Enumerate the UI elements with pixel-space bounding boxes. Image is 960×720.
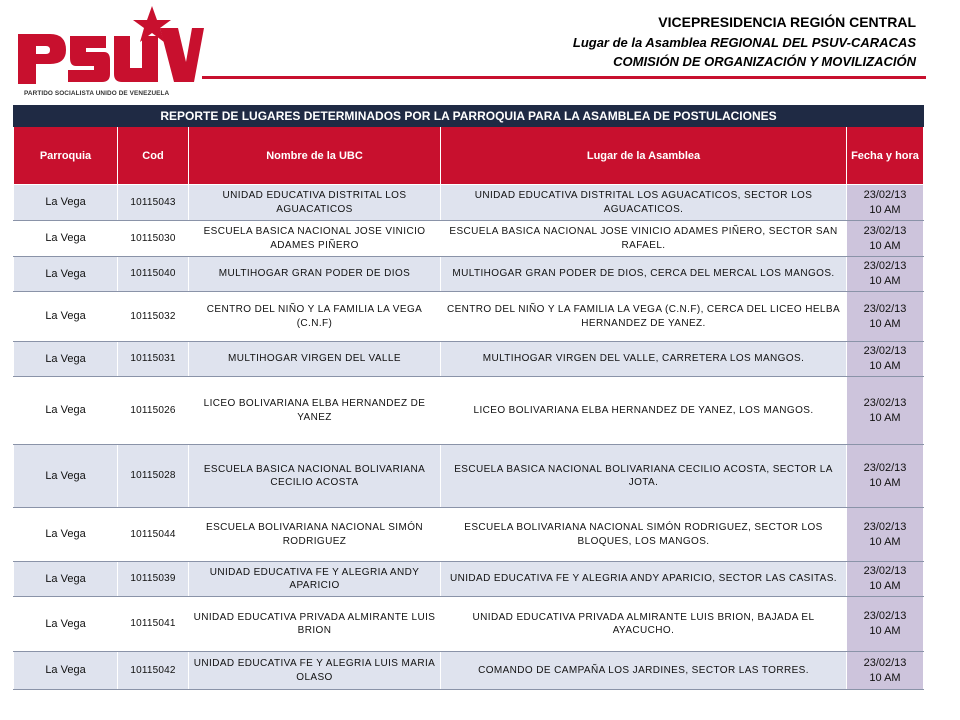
cell-parroquia: La Vega <box>14 292 118 342</box>
cell-lugar: CENTRO DEL NIÑO Y LA FAMILIA LA VEGA (C.N.F), CERCA DEL LICEO HELBA HERNANDEZ DE YANEZ. <box>441 292 847 342</box>
cell-ubc: ESCUELA BASICA NACIONAL BOLIVARIANA CECILIO ACOSTA <box>189 445 441 508</box>
cell-fecha: 23/02/13 <box>863 302 907 315</box>
table-row <box>14 185 924 221</box>
table-row <box>14 292 924 342</box>
table-row <box>14 445 924 508</box>
cell-parroquia: La Vega <box>14 508 118 562</box>
cell-hora: 10 AM <box>869 625 901 637</box>
cell-fecha-hora <box>847 292 924 342</box>
cell-cod: 10115031 <box>118 342 189 377</box>
cell-fecha: 23/02/13 <box>863 345 907 358</box>
cell-parroquia: La Vega <box>14 342 118 377</box>
cell-lugar: LICEO BOLIVARIANA ELBA HERNANDEZ DE YANEZ, LOS MANGOS. <box>441 377 847 445</box>
table-row <box>14 257 924 292</box>
cell-cod: 10115043 <box>118 185 189 221</box>
cell-ubc: LICEO BOLIVARIANA ELBA HERNANDEZ DE YANEZ <box>189 377 441 445</box>
cell-lugar: UNIDAD EDUCATIVA FE Y ALEGRIA ANDY APARICIO, SECTOR LAS CASITAS. <box>441 562 847 597</box>
table-row <box>14 652 924 690</box>
logo-caption: PARTIDO SOCIALISTA UNIDO DE VENEZUELA <box>24 90 170 97</box>
cell-fecha-hora <box>847 377 924 445</box>
psuv-logo-graphic <box>14 6 204 90</box>
cell-hora: 10 AM <box>869 317 901 330</box>
cell-cod: 10115026 <box>118 377 189 445</box>
cell-fecha-hora <box>847 562 924 597</box>
cell-parroquia: La Vega <box>14 597 118 652</box>
cell-hora: 10 AM <box>869 360 901 372</box>
table-header-row <box>14 127 924 185</box>
cell-parroquia: La Vega <box>14 445 118 508</box>
psuv-logo <box>14 6 204 102</box>
cell-hora: 10 AM <box>869 203 901 216</box>
cell-hora: 10 AM <box>869 239 901 252</box>
cell-hora: 10 AM <box>869 535 901 548</box>
cell-parroquia: La Vega <box>14 652 118 690</box>
table-title: REPORTE DE LUGARES DETERMINADOS POR LA PARROQUIA PARA LA ASAMBLEA DE POSTULACIONES <box>14 106 924 127</box>
table-row <box>14 597 924 652</box>
cell-fecha-hora <box>847 342 924 377</box>
cell-lugar: UNIDAD EDUCATIVA PRIVADA ALMIRANTE LUIS BRION, BAJADA EL AYACUCHO. <box>441 597 847 652</box>
cell-fecha-hora <box>847 221 924 257</box>
cell-cod: 10115028 <box>118 445 189 508</box>
header-line-2: Lugar de la Asamblea REGIONAL DEL PSUV-CARACAS <box>572 35 916 50</box>
cell-ubc: UNIDAD EDUCATIVA FE Y ALEGRIA ANDY APARICIO <box>189 562 441 597</box>
cell-cod: 10115030 <box>118 221 189 257</box>
cell-fecha: 23/02/13 <box>863 656 907 669</box>
cell-cod: 10115032 <box>118 292 189 342</box>
table-row <box>14 562 924 597</box>
table-row <box>14 342 924 377</box>
cell-fecha-hora <box>847 652 924 690</box>
table-title-row <box>14 106 924 127</box>
header-divider <box>202 76 926 79</box>
cell-lugar: MULTIHOGAR GRAN PODER DE DIOS, CERCA DEL MERCAL LOS MANGOS. <box>441 257 847 292</box>
document-header <box>573 12 916 71</box>
cell-parroquia: La Vega <box>14 562 118 597</box>
cell-cod: 10115039 <box>118 562 189 597</box>
cell-cod: 10115040 <box>118 257 189 292</box>
table-body <box>14 185 924 690</box>
cell-lugar: ESCUELA BOLIVARIANA NACIONAL SIMÓN RODRIGUEZ, SECTOR LOS BLOQUES, LOS MANGOS. <box>441 508 847 562</box>
cell-ubc: ESCUELA BASICA NACIONAL JOSE VINICIO ADAMES PIÑERO <box>189 221 441 257</box>
cell-fecha: 23/02/13 <box>863 610 907 623</box>
cell-lugar: ESCUELA BASICA NACIONAL JOSE VINICIO ADAMES PIÑERO, SECTOR SAN RAFAEL. <box>441 221 847 257</box>
report-table <box>13 105 924 690</box>
cell-hora: 10 AM <box>869 477 901 489</box>
cell-ubc: UNIDAD EDUCATIVA FE Y ALEGRIA LUIS MARIA OLASO <box>189 652 441 690</box>
cell-lugar: ESCUELA BASICA NACIONAL BOLIVARIANA CECILIO ACOSTA, SECTOR LA JOTA. <box>441 445 847 508</box>
cell-ubc: CENTRO DEL NIÑO Y LA FAMILIA LA VEGA (C.N.F) <box>189 292 441 342</box>
cell-ubc: UNIDAD EDUCATIVA PRIVADA ALMIRANTE LUIS BRION <box>189 597 441 652</box>
cell-hora: 10 AM <box>869 671 901 684</box>
cell-ubc: ESCUELA BOLIVARIANA NACIONAL SIMÓN RODRIGUEZ <box>189 508 441 562</box>
cell-fecha: 23/02/13 <box>863 462 907 475</box>
cell-fecha-hora <box>847 597 924 652</box>
column-header-ubc: Nombre de la UBC <box>189 127 441 185</box>
cell-ubc: MULTIHOGAR VIRGEN DEL VALLE <box>189 342 441 377</box>
header-line-1: VICEPRESIDENCIA REGIÓN CENTRAL <box>658 14 916 30</box>
cell-parroquia: La Vega <box>14 221 118 257</box>
column-header-cod: Cod <box>118 127 189 185</box>
cell-fecha-hora <box>847 257 924 292</box>
cell-fecha-hora <box>847 185 924 221</box>
cell-ubc: UNIDAD EDUCATIVA DISTRITAL LOS AGUACATICOS <box>189 185 441 221</box>
cell-fecha: 23/02/13 <box>863 260 907 273</box>
cell-lugar: MULTIHOGAR VIRGEN DEL VALLE, CARRETERA LOS MANGOS. <box>441 342 847 377</box>
cell-parroquia: La Vega <box>14 377 118 445</box>
cell-fecha-hora <box>847 508 924 562</box>
cell-hora: 10 AM <box>869 411 901 424</box>
cell-lugar: COMANDO DE CAMPAÑA LOS JARDINES, SECTOR LAS TORRES. <box>441 652 847 690</box>
cell-fecha: 23/02/13 <box>863 565 907 578</box>
cell-fecha-hora <box>847 445 924 508</box>
table-row <box>14 221 924 257</box>
header-line-3: COMISIÓN DE ORGANIZACIÓN Y MOVILIZACIÓN <box>613 54 916 69</box>
cell-lugar: UNIDAD EDUCATIVA DISTRITAL LOS AGUACATICOS, SECTOR LOS AGUACATICOS. <box>441 185 847 221</box>
column-header-parroquia: Parroquia <box>14 127 118 185</box>
cell-parroquia: La Vega <box>14 185 118 221</box>
cell-fecha: 23/02/13 <box>863 188 907 201</box>
column-header-fecha: Fecha y hora <box>847 127 924 185</box>
cell-cod: 10115042 <box>118 652 189 690</box>
cell-cod: 10115044 <box>118 508 189 562</box>
cell-fecha: 23/02/13 <box>863 224 907 237</box>
cell-hora: 10 AM <box>869 275 901 287</box>
cell-fecha: 23/02/13 <box>863 396 907 409</box>
table-row <box>14 508 924 562</box>
cell-ubc: MULTIHOGAR GRAN PODER DE DIOS <box>189 257 441 292</box>
column-header-lugar: Lugar de la Asamblea <box>441 127 847 185</box>
cell-parroquia: La Vega <box>14 257 118 292</box>
table-row <box>14 377 924 445</box>
cell-cod: 10115041 <box>118 597 189 652</box>
cell-hora: 10 AM <box>869 580 901 592</box>
cell-fecha: 23/02/13 <box>863 520 907 533</box>
